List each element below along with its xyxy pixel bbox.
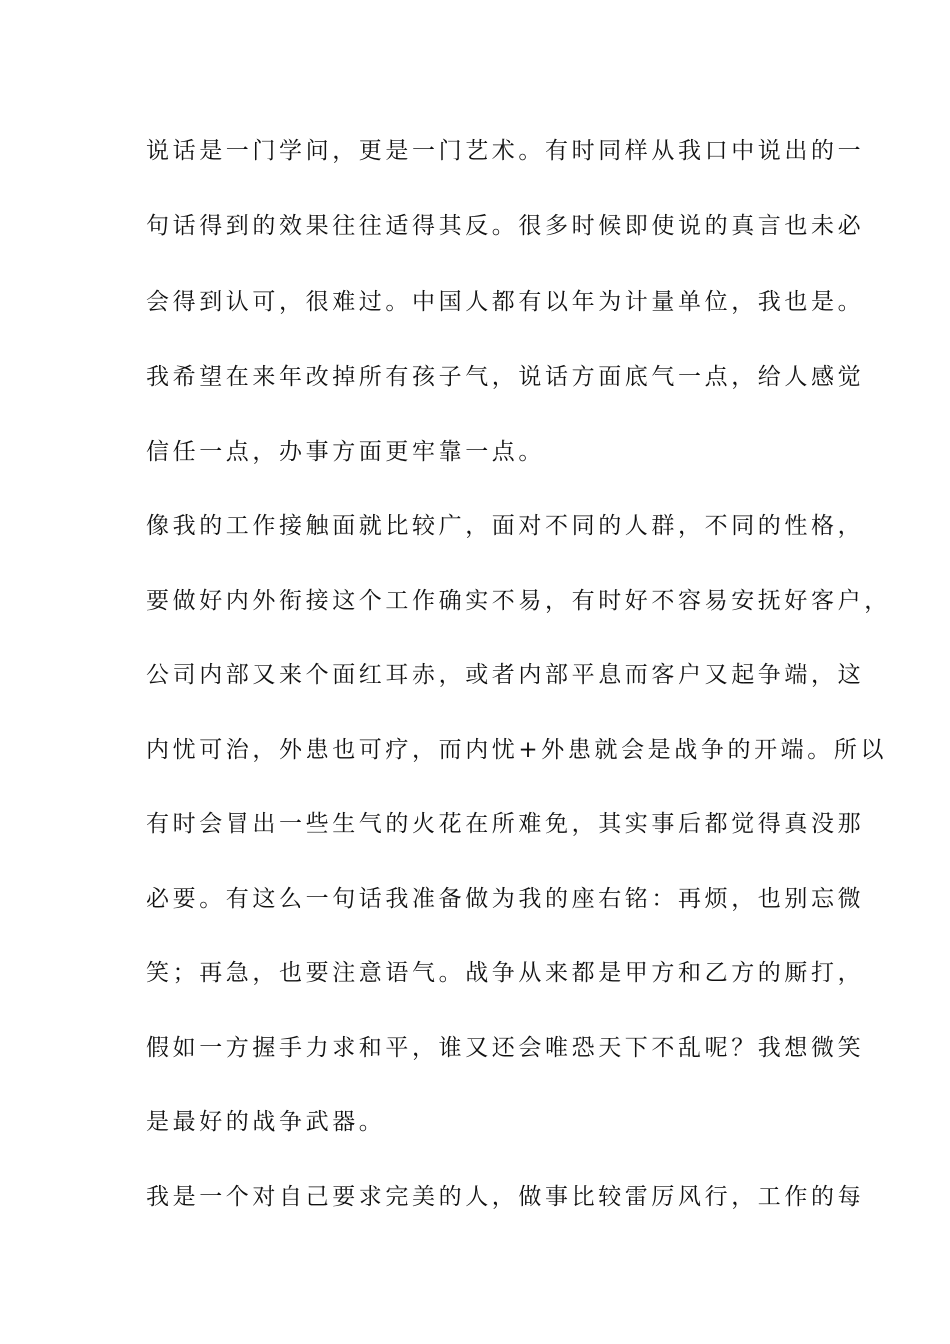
- text-line: 说话是一门学问，更是一门艺术。有时同样从我口中说出的一: [146, 138, 865, 164]
- text-line: 笑；再急，也要注意语气。战争从来都是甲方和乙方的厮打，: [146, 960, 865, 986]
- text-line: 我是一个对自己要求完美的人，做事比较雷厉风行，工作的每: [146, 1184, 865, 1210]
- text-line: 必要。有这么一句话我准备做为我的座右铭：再烦，也别忘微: [146, 886, 865, 912]
- text-line: 假如一方握手力求和平，谁又还会唯恐天下不乱呢？我想微笑: [146, 1035, 865, 1061]
- text-line: 会得到认可，很难过。中国人都有以年为计量单位，我也是。: [146, 289, 865, 315]
- text-line: 有时会冒出一些生气的火花在所难免，其实事后都觉得真没那: [146, 811, 865, 837]
- text-line: 信任一点，办事方面更牢靠一点。: [146, 439, 545, 465]
- text-line: 是最好的战争武器。: [146, 1109, 386, 1135]
- text-line: 我希望在来年改掉所有孩子气，说话方面底气一点，给人感觉: [146, 364, 865, 390]
- text-line: 公司内部又来个面红耳赤，或者内部平息而客户又起争端，这: [146, 662, 865, 688]
- text-line: 句话得到的效果往往适得其反。很多时候即使说的真言也未必: [146, 213, 865, 239]
- text-line: 像我的工作接触面就比较广，面对不同的人群，不同的性格，: [146, 513, 865, 539]
- text-line: 要做好内外衔接这个工作确实不易，有时好不容易安抚好客户，: [146, 588, 891, 614]
- text-line: 内忧可治，外患也可疗，而内忧+外患就会是战争的开端。所以: [146, 737, 888, 763]
